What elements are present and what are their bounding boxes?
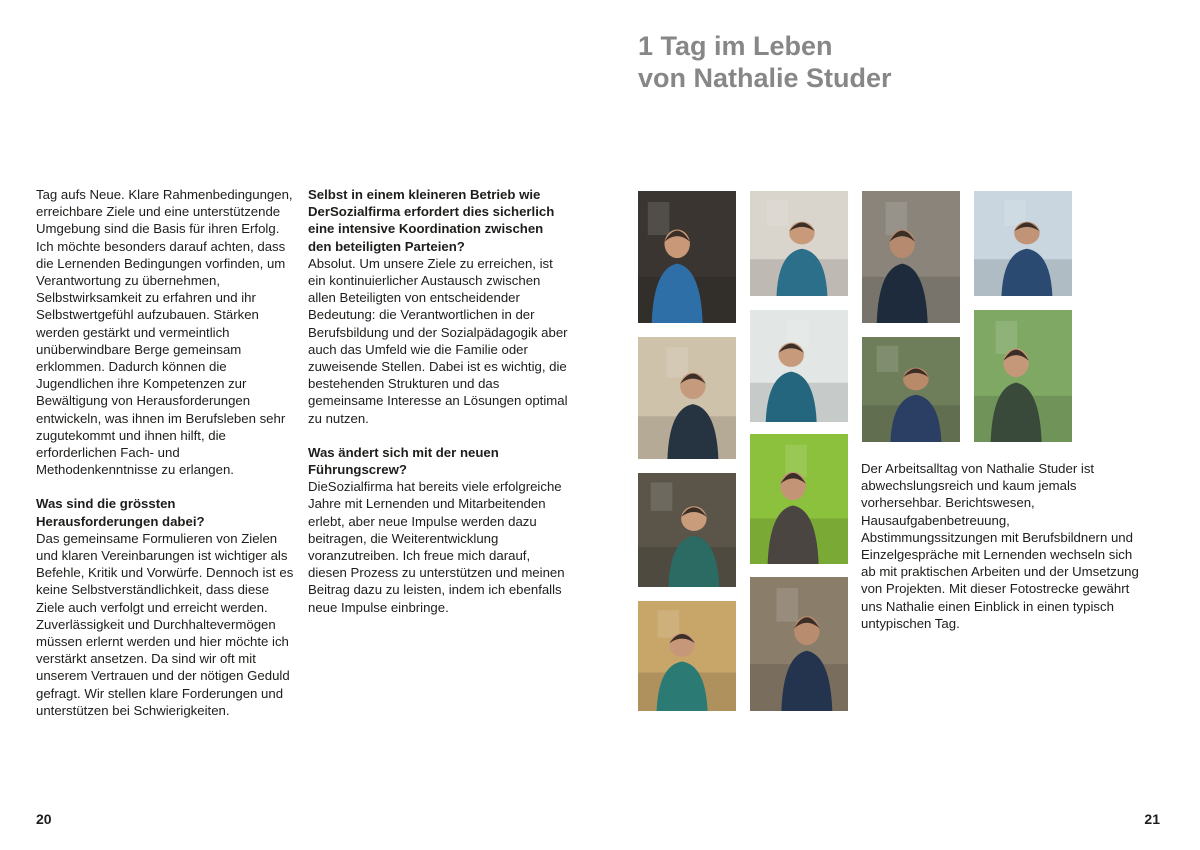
page-number-left: 20 — [36, 811, 52, 827]
interview-question: Was sind die grössten Herausforderungen dabei? — [36, 496, 205, 529]
photo-drinking-coffee-smiling — [638, 473, 736, 587]
photo-raking-outside-building — [974, 191, 1072, 296]
text-column-middle — [308, 186, 570, 616]
interview-answer: Absolut. Um unsere Ziele zu erreichen, ist ein kontinuierlicher Austausch zwischen allen Beteiligten von entscheidender Bedeutung: die Verantwortlichen in der Berufsbildung und der Sozialpädagogik aber auch das Umfeld wie die Familie oder zuweisende Stellen. Dabei ist es wichtig, die bestehenden Strukturen und das gemeinsame Interesse an Lösungen optimal zu nutzen. — [308, 255, 568, 426]
photo-gardening-kneeling — [862, 337, 960, 442]
interview-answer: DieSozialfirma hat bereits viele erfolgreiche Jahre mit Lernenden und Mitarbeitenden erlebt, aber neue Impulse werden dazu beitragen, die Weiterentwicklung voranzutreiben. Ich freue mich darauf, diesen Prozess zu unterstützen und meinen Beitrag dazu zu leisten, indem ich ebenfalls neue Impulse einbringe. — [308, 479, 565, 615]
intro-paragraph: Tag aufs Neue. Klare Rahmenbedingungen, erreichbare Ziele und eine unterstützende Umgebung sind die Basis für ihren Erfolg. Ich möchte besonders darauf achten, dass die Lernenden Bedingungen vorfinden, um Verantwortung zu übernehmen, Selbstwirksamkeit zu erfahren und ihr Selbstwertgefühl aufzubauen. Stärken werden gestärkt und vermeintlich unüberwindbare Berge gemeinsam erklommen. Dadurch können die Jugendlichen ihre Kompetenzen zur Bewältigung von Herausforderungen entwickeln, was ihnen im Berufsleben sehr zugutekommt und ihnen hilft, die erforderlichen Fach- und Methodenkenntnisse zu erlangen. — [36, 187, 293, 478]
title-line-2: von Nathalie Studer — [638, 63, 892, 93]
photo-smiling-at-desk-with-glasses — [750, 191, 848, 296]
photo-on-phone-in-parking-garage — [750, 577, 848, 711]
photo-group-of-three-in-workshop — [862, 191, 960, 323]
page-number-right: 21 — [1144, 811, 1160, 827]
text-column-left — [36, 186, 298, 719]
interview-question: Was ändert sich mit der neuen Führungscrew? — [308, 444, 499, 478]
photo-meeting-with-colleague-at-whiteboard — [750, 310, 848, 422]
photo-reviewing-documents-green-wall — [750, 434, 848, 564]
title-line-1: 1 Tag im Leben — [638, 31, 833, 61]
page-title — [638, 30, 892, 94]
photo-doing-pushups-in-gym — [638, 601, 736, 711]
photo-waking-up-with-alarm-clock — [638, 191, 736, 323]
caption-text: Der Arbeitsalltag von Nathalie Studer ist abwechslungsreich und kaum jemals vorhersehbar. Berichtswesen, Hausaufgabenbetreuung, Abstimmungssitzungen mit Berufsbildnern und Einzelgespräche mit Lernenden wechseln sich ab mit praktischen Arbeiten und der Umsetzung von Projekten. Mit dieser Fotostrecke gewährt uns Nathalie einen Einblick in einen typisch untypischen Tag. — [861, 461, 1139, 631]
photo-in-kitchen-holding-papers — [638, 337, 736, 459]
photo-break-on-bench-in-garden — [974, 310, 1072, 442]
interview-question: Selbst in einem kleineren Betrieb wie DerSozialfirma erfordert dies sicherlich eine intensive Koordination zwischen den beteiligten Parteien? — [308, 187, 555, 254]
photo-caption — [861, 460, 1146, 632]
interview-answer: Das gemeinsame Formulieren von Zielen und klaren Vereinbarungen ist wichtiger als Befehle, Kritik und Vorwürfe. Dennoch ist es keine Selbstverständlichkeit, dass diese Ziele auch verfolgt und erreicht werden. Zuverlässigkeit und Durchhaltevermögen müssen erlernt werden und hier möchte ich verstärkt ansetzen. Da sind wir oft mit unserem Vertrauen und der nötigen Geduld gefragt. Wir stellen klare Forderungen und unterstützen bei Schwierigkeiten. — [36, 530, 294, 718]
